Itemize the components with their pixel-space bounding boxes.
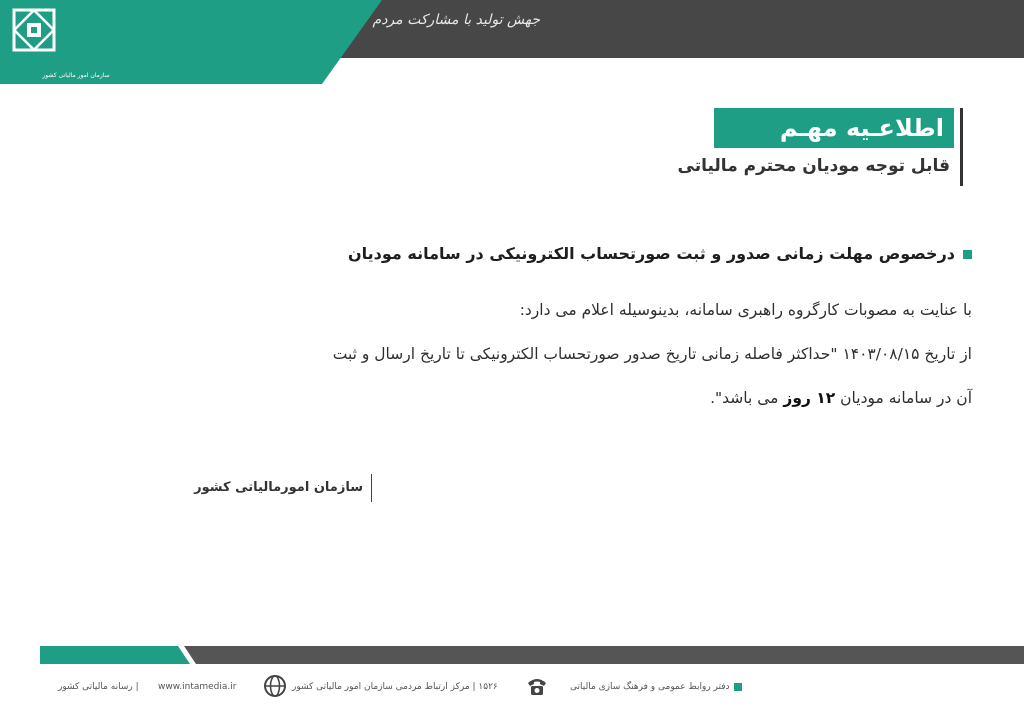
body-line-2: از تاریخ ۱۴۰۳/۰۸/۱۵ "حداکثر فاصله زمانی تاریخ صدور صورتحساب الکترونیکی تا تاریخ ارسال و ثبت <box>332 345 972 363</box>
header-slogan: جهش تولید با مشارکت مردم <box>372 12 540 28</box>
tax-organization-logo <box>0 0 68 68</box>
bullet-square-icon <box>963 250 972 259</box>
footer-phone: ۱۵۲۶ | مرکز ارتباط مردمی سازمان امور مالیاتی کشور <box>292 682 498 692</box>
heading-text: درخصوص مهلت زمانی صدور و ثبت صورتحساب الکترونیکی در سامانه مودیان <box>348 244 955 263</box>
notice-title: اطلاعـیه مهـم <box>714 108 954 148</box>
body-line-3 <box>112 376 972 420</box>
footer-media-label: | رسانه مالیاتی کشور <box>58 682 139 692</box>
footer-teal-band <box>40 646 190 664</box>
notice-subtitle: قابل توجه مودیان محترم مالیاتی <box>677 156 950 176</box>
footer-info <box>0 670 1024 707</box>
footer-dark-band <box>184 646 1024 664</box>
footer-bar <box>0 640 1024 670</box>
footer-square-icon <box>734 683 742 691</box>
footer-shapes <box>0 640 1024 670</box>
content-heading <box>332 244 972 263</box>
header-bar <box>0 0 1024 84</box>
logo-caption: سازمان امور مالیاتی کشور <box>42 72 110 79</box>
body-line-3-pre: آن در سامانه مودیان <box>835 389 972 407</box>
telephone-icon <box>524 673 550 699</box>
footer-office <box>570 682 742 692</box>
notice-header <box>677 108 963 186</box>
body-line-3-post: می باشد". <box>710 389 784 407</box>
deadline-days: ۱۲ روز <box>783 389 836 407</box>
body-line-1: با عنایت به مصوبات کارگروه راهبری سامانه، بدینوسیله اعلام می دارد: <box>519 301 972 319</box>
footer-office-label: دفتر روابط عمومی و فرهنگ سازی مالیاتی <box>570 682 730 692</box>
footer-website[interactable]: www.intamedia.ir <box>158 682 237 692</box>
globe-icon <box>262 673 288 699</box>
announcement-body <box>112 288 972 420</box>
signature: سازمان امورمالیاتی کشور <box>200 474 372 502</box>
